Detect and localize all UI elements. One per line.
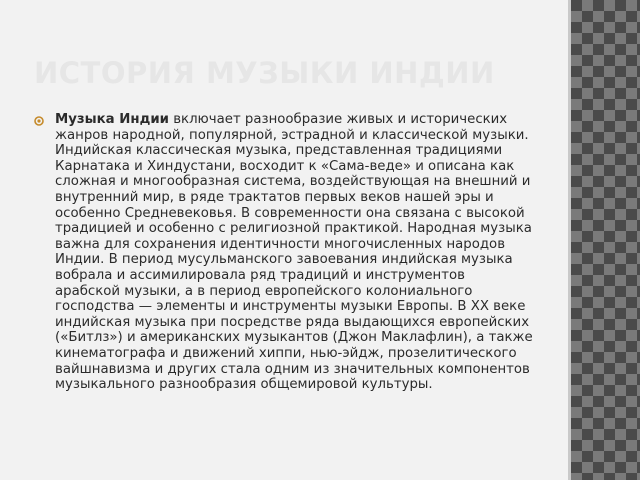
slide-title: ИСТОРИЯ МУЗЫКИ ИНДИИ xyxy=(34,56,495,90)
bullet-lead-text: Музыка Индии xyxy=(55,112,169,127)
ring-bullet-icon xyxy=(34,116,44,126)
bullet-body-text: включает разнообразие живых и исторических жанров народной, популярной, эстрадной и классической музыки. Индийская классическая музыка, представленная традициями Карнатака и Хиндустани, восходит к «Сама-веде» и описана как сложная и многообразная система, воздействующая на внешний и внутренний мир, в ряде трактатов первых веков нашей эры и особенно Средневековья. В современности она связана с высокой традицией и особенно с религиозной практикой. Народная музыка важна для сохранения идентичности многочисленных народов Индии. В период мусульманского завоевания индийская музыка вобрала и ассимилировала ряд традиций и инструментов арабской музыки, а в период европейского колониального господства — элементы и инструменты музыки Европы. В XX веке индийская музыка при посредстве ряда выдающихся европейских («Битлз») и американских музыкантов (Джон Маклафлин), а также кинематографа и движений хиппи, нью-эйдж, прозелитического вайшнавизма и других стала одним из значительных компонентов музыкального разнообразия общемировой культуры. xyxy=(55,112,533,393)
bullet-item xyxy=(34,112,534,393)
decorative-pattern-band xyxy=(571,0,640,480)
bullet-paragraph xyxy=(55,112,534,393)
